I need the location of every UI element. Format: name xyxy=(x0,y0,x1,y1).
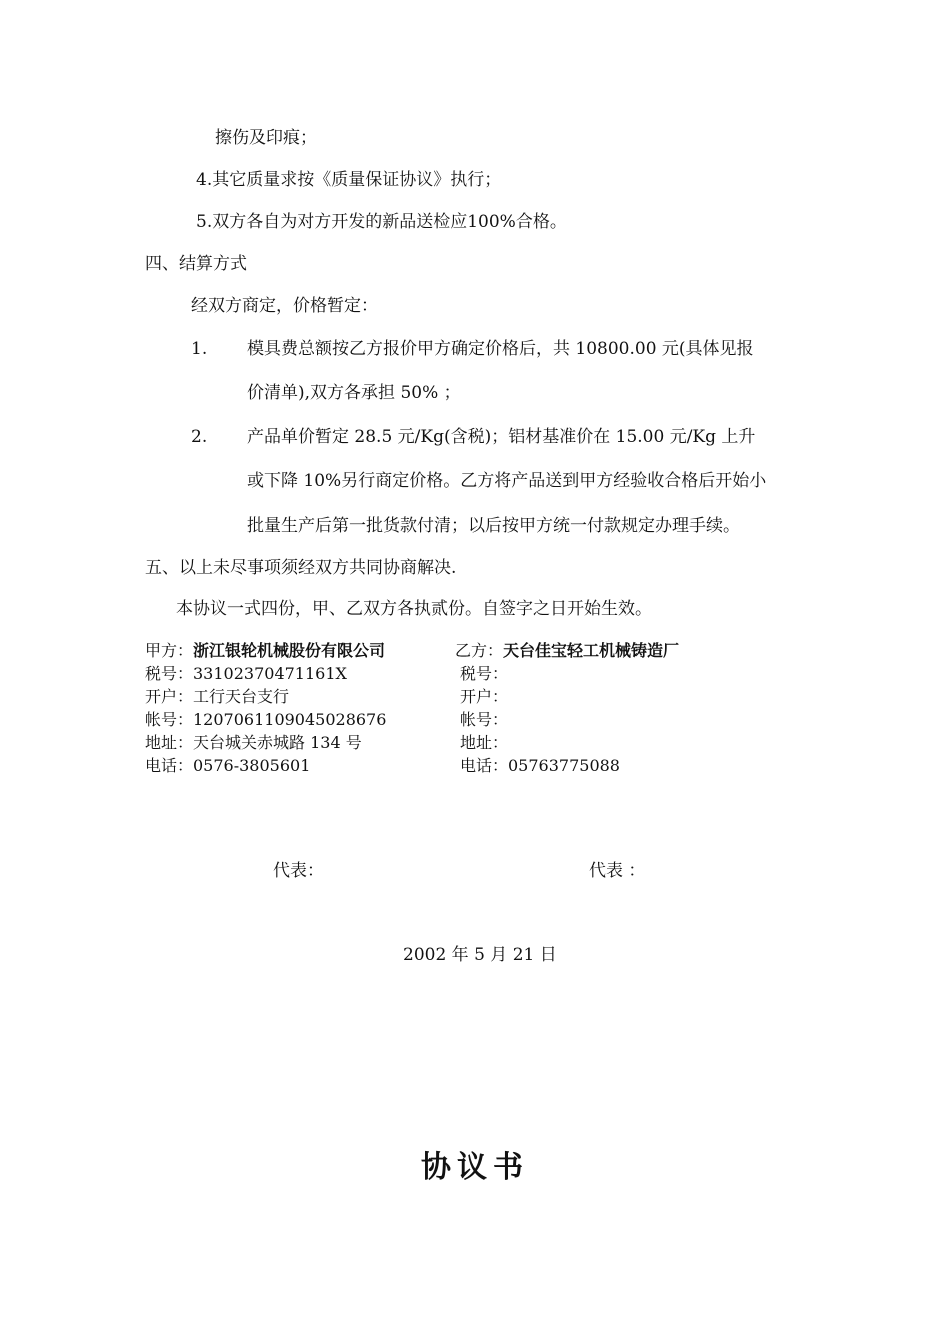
party-a-address: 地址：天台城关赤城路 134 号 xyxy=(145,733,362,752)
party-a-company: 浙江银轮机械股份有限公司 xyxy=(193,641,386,660)
party-a-account: 帐号：1207061109045028676 xyxy=(145,710,387,729)
party-b-label: 乙方： xyxy=(455,641,504,660)
validity-note: 本协议一式四份，甲、乙双方各执贰份。自签字之日开始生效。 xyxy=(176,599,652,619)
section-5-heading: 五、以上未尽事项须经双方共同协商解决. xyxy=(145,558,457,578)
party-b-name xyxy=(455,641,679,661)
settlement-item-2-line-3: 批量生产后第一批货款付清；以后按甲方统一付款规定办理手续。 xyxy=(247,516,740,536)
settlement-heading: 四、结算方式 xyxy=(145,254,247,274)
party-a-tax-number: 税号：33102370471161X xyxy=(145,664,347,683)
settlement-intro: 经双方商定，价格暂定： xyxy=(191,296,378,316)
party-b-phone: 电话：05763775088 xyxy=(460,756,620,775)
party-a-phone: 电话：0576-3805601 xyxy=(145,756,311,775)
settlement-item-2-line-1: 产品单价暂定 28.5 元/Kg(含税)；铝材基准价在 15.00 元/Kg 上升 xyxy=(247,427,756,447)
quality-item-5: 5.双方各自为对方开发的新品送检应100%合格。 xyxy=(196,212,567,232)
party-b-representative: 代表 ： xyxy=(589,861,646,881)
party-a-bank: 开户：工行天台支行 xyxy=(145,687,290,706)
settlement-item-2-number: 2. xyxy=(191,427,208,447)
party-a-representative: 代表： xyxy=(273,861,324,881)
party-b-address: 地址： xyxy=(460,733,509,752)
party-b-company: 天台佳宝轻工机械铸造厂 xyxy=(503,641,680,660)
agreement-title: 协议书 xyxy=(421,1150,529,1185)
quality-item-4: 4.其它质量求按《质量保证协议》执行； xyxy=(196,170,502,190)
settlement-item-1-line-2: 价清单),双方各承担 50% ； xyxy=(247,383,461,403)
settlement-item-1-line-1: 模具费总额按乙方报价甲方确定价格后，共 10800.00 元(具体见报 xyxy=(247,339,754,359)
party-b-tax-number: 税号： xyxy=(460,664,509,683)
signing-date: 2002 年 5 月 21 日 xyxy=(403,945,557,965)
party-a-label: 甲方： xyxy=(145,641,194,660)
settlement-item-1-number: 1. xyxy=(191,339,208,359)
party-b-account: 帐号： xyxy=(460,710,509,729)
quality-continuation: 擦伤及印痕； xyxy=(215,128,317,148)
party-b-bank: 开户： xyxy=(460,687,509,706)
party-a-name xyxy=(145,641,385,661)
settlement-item-2-line-2: 或下降 10%另行商定价格。乙方将产品送到甲方经验收合格后开始小 xyxy=(247,471,767,491)
